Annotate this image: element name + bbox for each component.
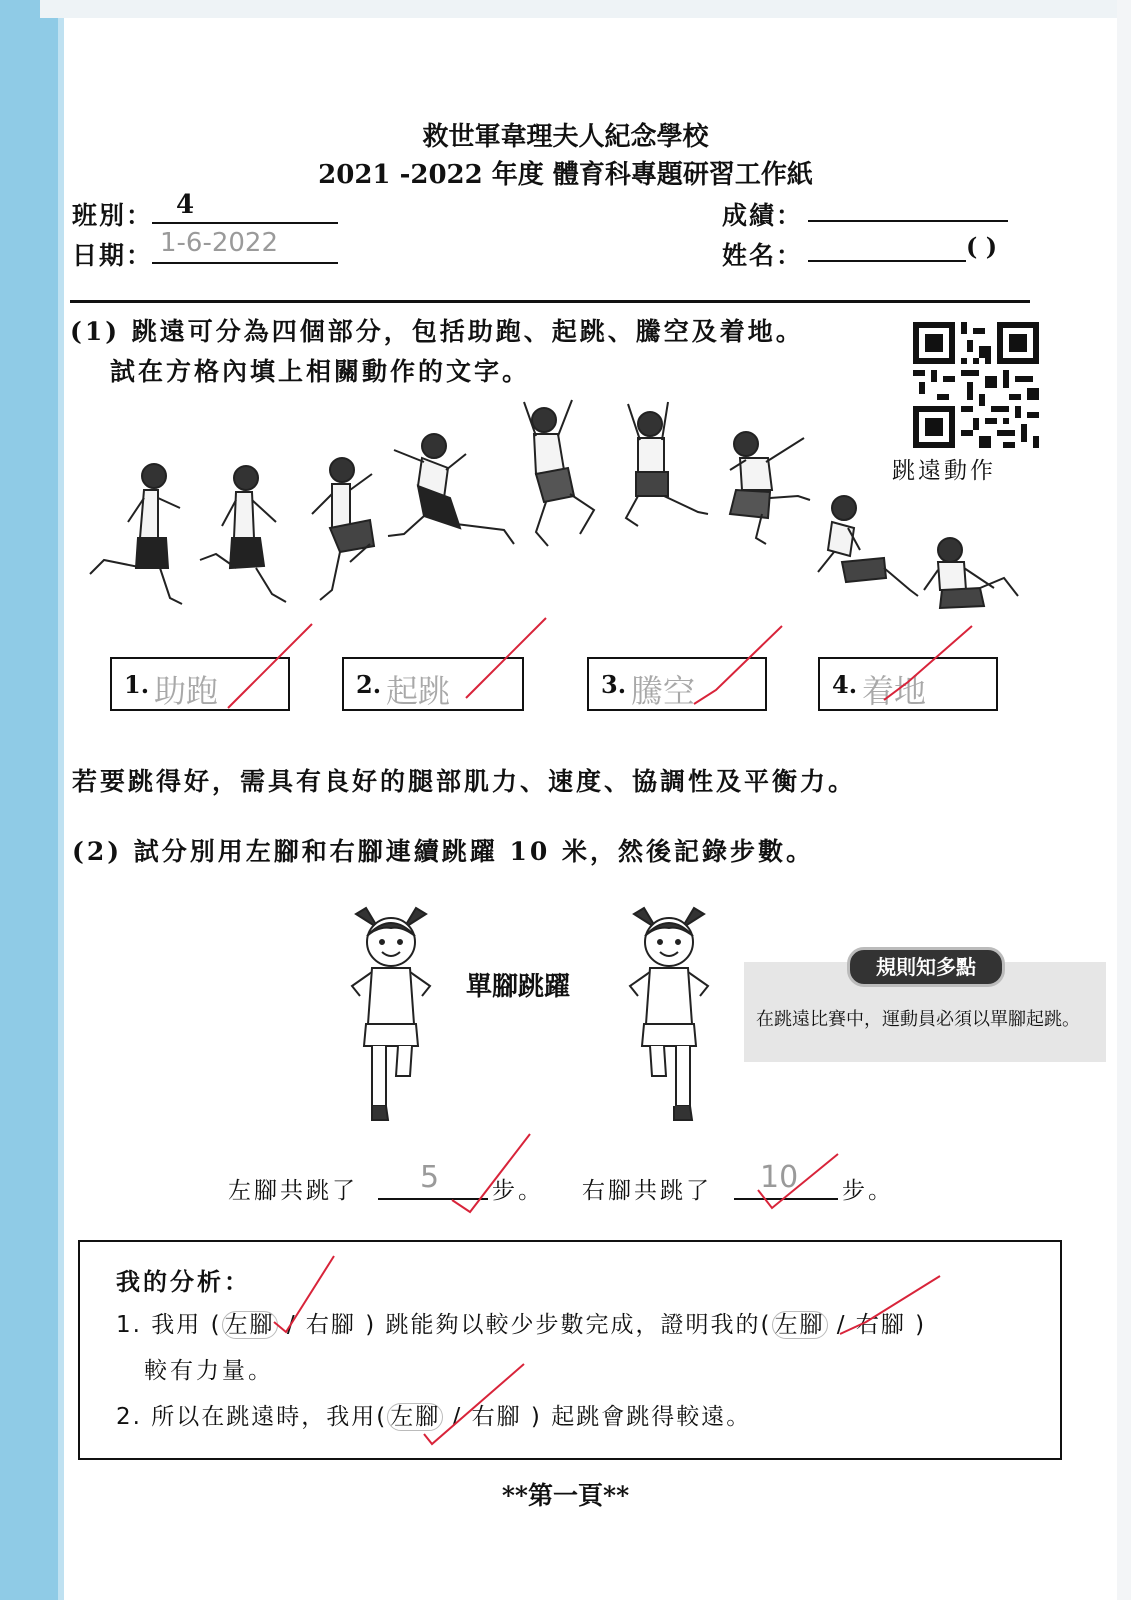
left-foot-suffix: 步。 [492,1178,544,1204]
answer-box-4-text[interactable]: 着地 [862,672,927,710]
tick-mark-icon [420,1360,530,1450]
answer-box-3-text[interactable]: 騰空 [631,672,696,710]
answer-box-2-number: 2. [356,670,382,699]
worksheet-subtitle: 2021 -2022 年度 體育科專題研習工作紙 [318,160,813,190]
analysis-line1-start: 1. 我用 ( [116,1312,222,1338]
answer-box-2-text[interactable]: 起跳 [386,672,451,710]
school-name: 救世軍韋理夫人紀念學校 [422,122,709,152]
tick-mark-icon [836,1272,946,1342]
analysis-line1-end: / 右腳 ) [827,1312,927,1338]
answer-box-1-number: 1. [124,670,150,699]
name-underline[interactable] [808,260,966,262]
tick-mark-icon [270,1252,340,1342]
top-page-edge [40,0,1131,18]
right-foot-suffix: 步。 [842,1178,894,1204]
girl-hopping-right-illustration [614,906,724,1136]
single-leg-hop-label: 單腳跳躍 [466,972,571,1002]
analysis-line1-continued: 較有力量。 [144,1358,274,1384]
analysis-line1-middle: / 右腳 ) 跳能夠以較少步數完成，證明我的( [277,1312,772,1338]
left-foot-steps[interactable]: 5 [420,1160,440,1195]
score-label: 成績： [722,201,804,230]
analysis-line2-end: / 右腳 ) 起跳會跳得較遠。 [443,1404,752,1430]
tick-mark-icon [220,620,320,720]
score-underline[interactable] [808,220,1008,222]
date-underline [152,262,338,264]
analysis-title: 我的分析： [116,1268,251,1296]
runner-figure-1 [90,464,182,604]
tick-mark-icon [446,1130,536,1220]
left-foot-prefix: 左腳共跳了 [228,1178,358,1204]
class-number-paren: ( ) [966,232,998,261]
class-underline [152,222,338,224]
header-rule [70,300,1030,303]
right-page-edge [1117,0,1131,1600]
analysis-line2-choice[interactable]: 左腳 [387,1403,443,1431]
blue-page-edge [0,0,58,1600]
right-foot-prefix: 右腳共跳了 [582,1178,712,1204]
tick-mark-icon [690,620,790,720]
tick-mark-icon [460,612,560,712]
qr-caption: 跳遠動作 [892,458,996,484]
analysis-line1-choice1[interactable]: 左腳 [222,1311,278,1339]
right-foot-steps[interactable]: 10 [760,1160,799,1195]
q2-line: (2) 試分別用左腳和右腳連續跳躍 10 米，然後記錄步數。 [72,837,814,866]
girl-hopping-left-illustration [336,906,446,1136]
name-label: 姓名： [722,241,804,270]
answer-box-1-text[interactable]: 助跑 [154,672,219,710]
analysis-line1-choice2[interactable]: 左腳 [772,1311,828,1339]
class-label: 班別： [72,201,154,230]
q1-line1: (1) 跳遠可分為四個部分，包括助跑、起跳、騰空及着地。 [70,317,804,346]
q1-line2: 試在方格內填上相關動作的文字。 [110,357,531,386]
rule-tip-title: 規則知多點 [847,947,1005,987]
tick-mark-icon [880,620,980,720]
analysis-line2-start: 2. 所以在跳遠時，我用( [116,1404,388,1430]
date-label: 日期： [72,241,154,270]
long-jump-sequence-illustration [84,398,1044,620]
tick-mark-icon [754,1148,844,1218]
answer-box-4-number: 4. [832,670,858,699]
rule-tip-text: 在跳遠比賽中，運動員必須以單腳起跳。 [756,1009,1080,1030]
answer-box-3-number: 3. [601,670,627,699]
page-footer: **第一頁** [501,1481,630,1510]
date-value[interactable]: 1-6-2022 [160,228,279,258]
analysis-line1 [116,1306,926,1339]
requirement-statement: 若要跳得好，需具有良好的腿部肌力、速度、協調性及平衡力。 [72,767,857,796]
class-value[interactable]: 4 [176,190,195,220]
